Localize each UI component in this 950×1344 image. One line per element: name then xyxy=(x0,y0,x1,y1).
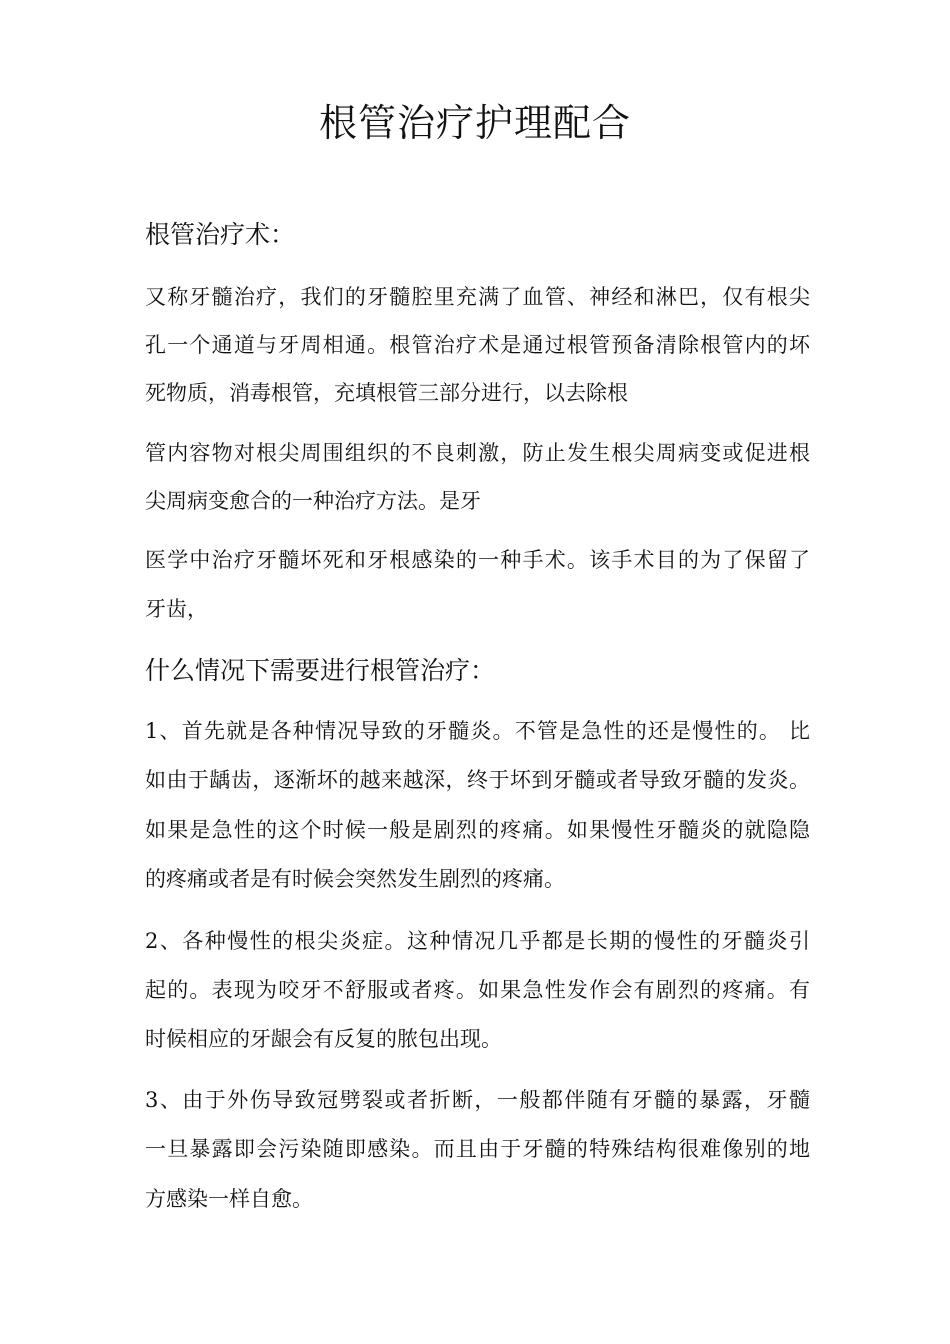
list-item-line: 起的。表现为咬牙不舒服或者疼。如果急性发作会有剧烈的疼痛。有 xyxy=(145,978,810,1002)
paragraph-line: 牙齿， xyxy=(145,597,208,621)
list-item-line: 2、各种慢性的根尖炎症。这种情况几乎都是长期的慢性的牙髓炎引 xyxy=(145,929,810,953)
list-item-line: 如由于龋齿，逐渐坏的越来越深，终于坏到牙髓或者导致牙髓的发炎。 xyxy=(145,768,810,792)
list-item-line: 1、首先就是各种情况导致的牙髓炎。不管是急性的还是慢性的。 比 xyxy=(145,719,810,743)
section-heading-indications: 什么情况下需要进行根管治疗： xyxy=(145,656,496,685)
document-title: 根管治疗护理配合 xyxy=(318,101,631,145)
paragraph-line: 管内容物对根尖周围组织的不良刺激，防止发生根尖周病变或促进根 xyxy=(145,441,810,465)
list-item-line: 时候相应的牙龈会有反复的脓包出现。 xyxy=(145,1027,502,1051)
paragraph-line: 孔一个通道与牙周相通。根管治疗术是通过根管预备清除根管内的坏 xyxy=(145,333,810,357)
list-item-line: 如果是急性的这个时候一般是剧烈的疼痛。如果慢性牙髓炎的就隐隐 xyxy=(145,818,810,842)
list-item-line: 的疼痛或者是有时候会突然发生剧烈的疼痛。 xyxy=(145,867,565,891)
list-item-line: 一旦暴露即会污染随即感染。而且由于牙髓的特殊结构很难像别的地 xyxy=(145,1137,810,1161)
paragraph-line: 尖周病变愈合的一种治疗方法。是牙 xyxy=(145,489,481,513)
list-item-line: 3、由于外伤导致冠劈裂或者折断，一般都伴随有牙髓的暴露，牙髓 xyxy=(145,1088,810,1112)
paragraph-line: 医学中治疗牙髓坏死和牙根感染的一种手术。该手术目的为了保留了 xyxy=(145,548,810,572)
list-item-line: 方感染一样自愈。 xyxy=(145,1187,313,1211)
paragraph-line: 死物质，消毒根管，充填根管三部分进行，以去除根 xyxy=(145,381,628,405)
section-heading-root-canal-therapy: 根管治疗术： xyxy=(145,220,296,249)
paragraph-line: 又称牙髓治疗，我们的牙髓腔里充满了血管、神经和淋巴，仅有根尖 xyxy=(145,285,810,309)
